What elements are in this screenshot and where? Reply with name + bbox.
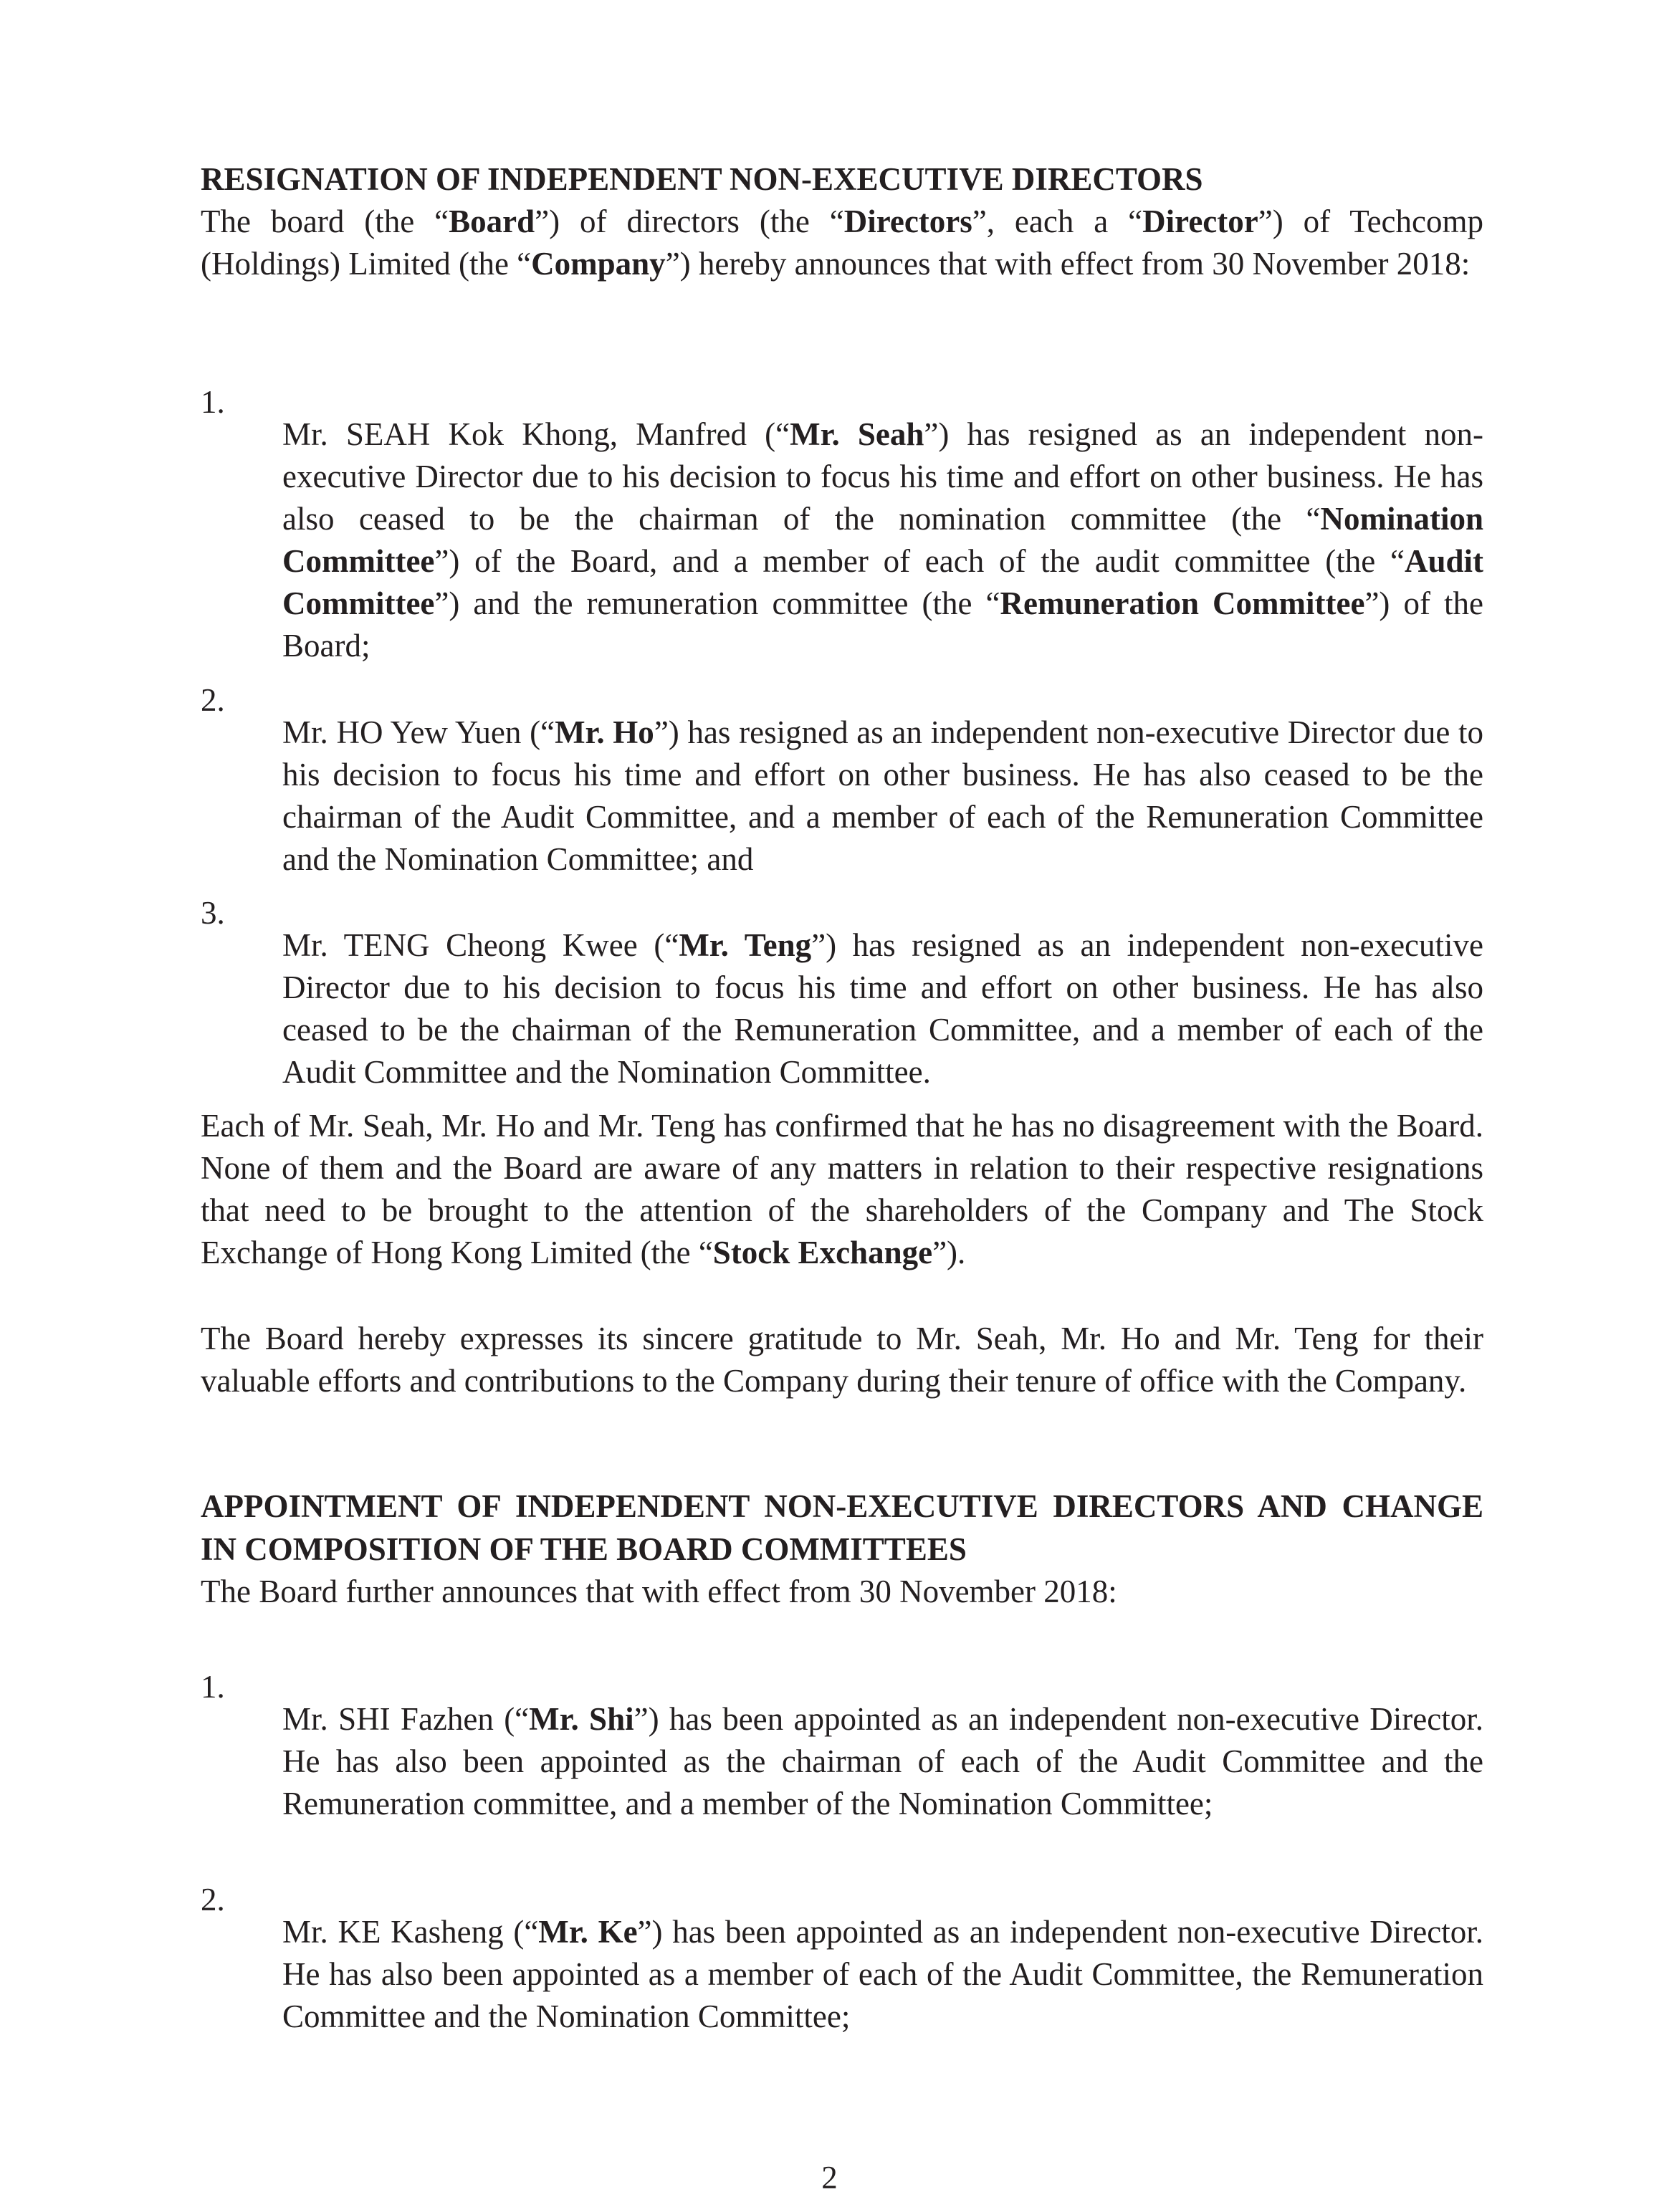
confirmation-paragraph	[201, 1105, 1483, 1274]
text-run: ”, each a “	[972, 204, 1143, 239]
list-item	[201, 1666, 1483, 1857]
defined-term-company: Company	[531, 246, 666, 282]
text-run: ”) has resigned as an independent non-executive Director due to his decision to focus his time and effort on other business. He has also ceased to be the chairman of the Remuneration Committee, and a member of each of the Audit Committee and the Nomination Committee.	[282, 927, 1484, 1090]
text-run: ”) of directors (the “	[535, 204, 844, 239]
text-run: ”) of Techcomp (Holdings) Limited (the “	[201, 204, 1484, 282]
list-item	[201, 892, 1483, 1126]
text-run: Mr. KE Kasheng (“	[282, 1914, 539, 1950]
text-run: The board (the “	[201, 204, 449, 239]
list-item-text	[282, 712, 1483, 881]
list-number: 3.	[201, 895, 225, 931]
list-item	[201, 1879, 1483, 2070]
text-run: ”) and the remuneration committee (the “	[434, 585, 1000, 621]
defined-term: Mr. Seah	[790, 416, 924, 452]
list-number: 2.	[201, 682, 225, 718]
text-run: ”) has resigned as an independent non-executive Director due to his decision to focus his time and effort on other business. He has also ceased to be the chairman of the Audit Committee, and a member of each of the Remuneration Committee and the Nomination Committee; and	[282, 714, 1483, 877]
gratitude-section	[201, 1318, 1483, 1402]
text-run: ”).	[932, 1235, 966, 1270]
page-number: 2	[821, 2160, 838, 2196]
text-run: Mr. TENG Cheong Kwee (“	[282, 927, 679, 963]
text-run: Mr. HO Yew Yuen (“	[282, 714, 555, 750]
list-item-text	[282, 1698, 1483, 1825]
defined-term: Mr. Shi	[529, 1701, 634, 1737]
defined-term: Mr. Ke	[538, 1914, 638, 1950]
list-item-text	[282, 924, 1483, 1093]
list-number: 1.	[201, 1669, 225, 1705]
list-item-text	[282, 413, 1483, 667]
gratitude-paragraph: The Board hereby expresses its sincere gratitude to Mr. Seah, Mr. Ho and Mr. Teng for their valuable efforts and contributions to the Company during their tenure of office with the Company.	[201, 1321, 1483, 1399]
resignation-section	[201, 158, 1483, 285]
defined-term-board: Board	[449, 204, 535, 239]
defined-term-directors: Directors	[843, 204, 972, 239]
text-run: ”) has been appointed as an independent non-executive Director. He has also been appointed as a member of each of the Audit Committee, the Remuneration Committee and the Nomination Committee;	[282, 1914, 1483, 2034]
text-run: ”) of the Board;	[282, 585, 1484, 664]
defined-term: Mr. Teng	[679, 927, 812, 963]
text-run: Mr. SHI Fazhen (“	[282, 1701, 530, 1737]
defined-term: Mr. Ho	[555, 714, 654, 750]
defined-term-director: Director	[1142, 204, 1258, 239]
text-run: Each of Mr. Seah, Mr. Ho and Mr. Teng has confirmed that he has no disagreement with the Board. None of them and the Board are aware of any matters in relation to their respective resignations that need to be brought to the attention of the shareholders of the Company and The Stock Exchange of Hong Kong Limited (the “	[201, 1108, 1483, 1270]
defined-term: Nomination Committee	[282, 501, 1483, 579]
text-run: ”) hereby announces that with effect from 30 November 2018:	[665, 246, 1471, 282]
text-run: ”) has resigned as an independent non-executive Director due to his decision to focus his time and effort on other business. He has also ceased to be the chairman of the nomination committee (the “	[282, 416, 1483, 537]
resignation-heading: RESIGNATION OF INDEPENDENT NON-EXECUTIVE DIRECTORS	[201, 161, 1203, 197]
list-number: 2.	[201, 1882, 225, 1917]
appointment-intro-paragraph: The Board further announces that with effect from 30 November 2018:	[201, 1574, 1117, 1609]
defined-term-stock-exchange: Stock Exchange	[712, 1235, 933, 1270]
resignation-intro-paragraph	[201, 201, 1483, 285]
defined-term: Audit Committee	[282, 543, 1483, 621]
text-run: Mr. SEAH Kok Khong, Manfred (“	[282, 416, 790, 452]
confirmation-section	[201, 1105, 1483, 1274]
list-item-text	[282, 1911, 1483, 2038]
list-number: 1.	[201, 384, 225, 420]
text-run: ”) of the Board, and a member of each of the audit committee (the “	[434, 543, 1405, 579]
appointment-heading: APPOINTMENT OF INDEPENDENT NON-EXECUTIVE DIRECTORS AND CHANGE IN COMPOSITION OF THE BOARD COMMITTEES	[201, 1488, 1483, 1567]
list-item	[201, 679, 1483, 913]
list-item	[201, 381, 1483, 699]
text-run: ”) has been appointed as an independent non-executive Director. He has also been appointed as the chairman of each of the Audit Committee and the Remuneration committee, and a member of the Nomination Committee;	[282, 1701, 1483, 1821]
defined-term: Remuneration Committee	[1000, 585, 1365, 621]
appointment-section	[201, 1485, 1483, 1613]
